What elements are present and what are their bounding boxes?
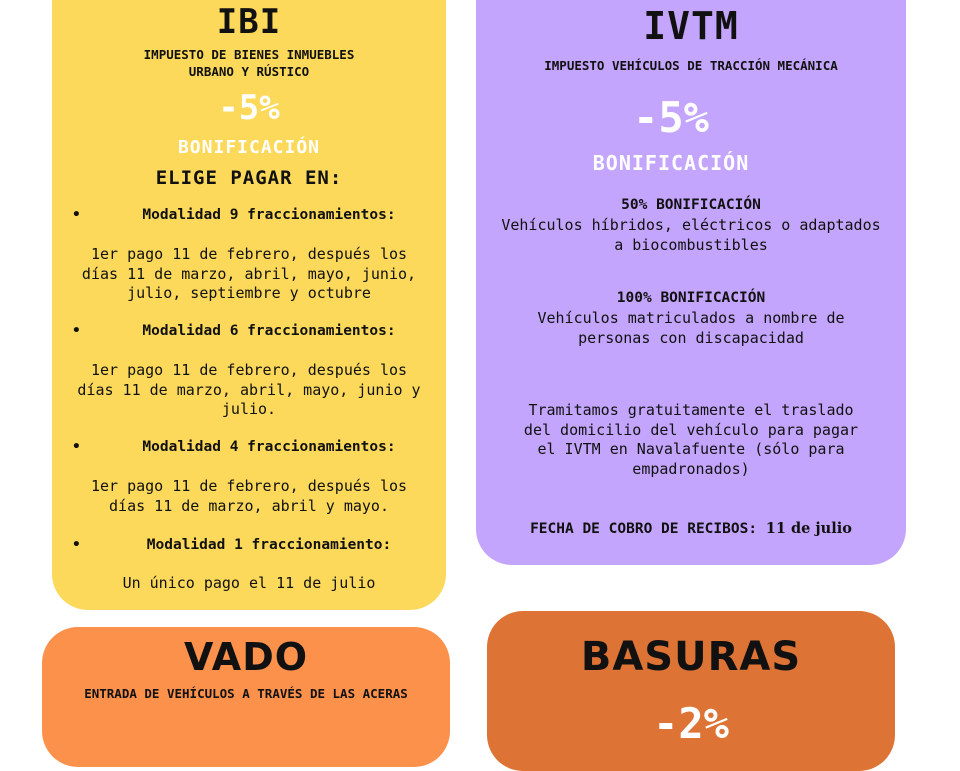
basuras-discount-percent: -2%	[653, 699, 729, 748]
ibi-option-description: 1er pago 11 de febrero, después los días 11 de marzo, abril y mayo.	[90, 477, 408, 515]
ibi-discount-percent: -5%	[218, 88, 280, 128]
bullet-icon: •	[72, 537, 81, 553]
ivtm-card	[476, 0, 906, 565]
ivtm-collection-label: FECHA DE COBRO DE RECIBOS:	[530, 521, 758, 537]
ibi-option-label: • Modalidad 9 fraccionamientos:	[72, 207, 396, 223]
ivtm-bonus-50-title: 50% BONIFICACIÓN	[621, 197, 761, 213]
ivtm-title: IVTM	[643, 4, 739, 48]
ibi-title: IBI	[216, 2, 282, 42]
ivtm-collection-date: 11 de julio	[765, 520, 852, 537]
ibi-option-description: 1er pago 11 de febrero, después los días 11 de marzo, abril, mayo, junio y julio.	[77, 361, 421, 418]
bullet-icon: •	[72, 323, 81, 339]
ibi-card	[52, 0, 446, 610]
basuras-title: BASURAS	[580, 634, 802, 680]
ibi-subtitle-line-2: URBANO Y RÚSTICO	[188, 64, 310, 79]
ivtm-discount-percent: -5%	[633, 93, 709, 142]
ivtm-bonus-50-description: Vehículos híbridos, eléctricos o adaptados a biocombustibles	[501, 216, 881, 254]
ibi-choose-label: ELIGE PAGAR EN:	[155, 167, 343, 189]
ibi-option-label: • Modalidad 4 fraccionamientos:	[72, 439, 396, 455]
ibi-option-description: 1er pago 11 de febrero, después los días 11 de marzo, abril, mayo, junio, julio, septiembre y octubre	[81, 245, 417, 302]
ivtm-collection-date-row	[476, 520, 906, 537]
ibi-option-description: Un único pago el 11 de julio	[122, 574, 376, 592]
ibi-option-label: • Modalidad 1 fraccionamiento:	[72, 537, 392, 553]
ivtm-bonus-label: BONIFICACIÓN	[592, 151, 750, 175]
bullet-icon: •	[72, 207, 81, 223]
ivtm-bonus-100-description: Vehículos matriculados a nombre de personas con discapacidad	[537, 309, 845, 347]
ivtm-transfer-note: Tramitamos gratuitamente el traslado del domicilio del vehículo para pagar el IVTM en Navalafuente (sólo para empadronados)	[523, 401, 859, 478]
ibi-option-label: • Modalidad 6 fraccionamientos:	[72, 323, 396, 339]
ivtm-subtitle: IMPUESTO VEHÍCULOS DE TRACCIÓN MECÁNICA	[544, 58, 838, 73]
bullet-icon: •	[72, 439, 81, 455]
vado-subtitle: ENTRADA DE VEHÍCULOS A TRAVÉS DE LAS ACERAS	[84, 686, 408, 701]
basuras-card	[487, 611, 895, 771]
ibi-subtitle-line-1: IMPUESTO DE BIENES INMUEBLES	[143, 47, 355, 62]
vado-card	[42, 627, 450, 767]
ibi-bonus-label: BONIFICACIÓN	[177, 137, 321, 158]
ivtm-bonus-100-title: 100% BONIFICACIÓN	[616, 290, 766, 306]
vado-title: VADO	[183, 635, 309, 679]
